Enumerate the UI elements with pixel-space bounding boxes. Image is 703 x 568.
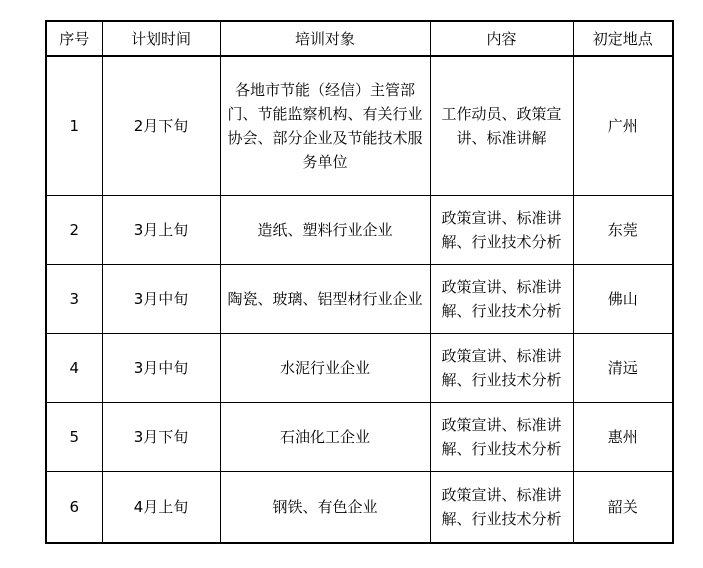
header-location: 初定地点 <box>573 21 673 56</box>
table-body <box>46 56 673 543</box>
training-schedule-table <box>45 20 674 544</box>
cell-location: 广州 <box>573 56 673 196</box>
table-row <box>46 403 673 472</box>
cell-content: 政策宣讲、标准讲解、行业技术分析 <box>430 196 573 265</box>
cell-location: 惠州 <box>573 403 673 472</box>
cell-content: 政策宣讲、标准讲解、行业技术分析 <box>430 334 573 403</box>
cell-content: 政策宣讲、标准讲解、行业技术分析 <box>430 472 573 544</box>
cell-serial-number: 5 <box>46 403 102 472</box>
cell-training-target: 钢铁、有色企业 <box>220 472 430 544</box>
cell-serial-number: 4 <box>46 334 102 403</box>
cell-location: 东莞 <box>573 196 673 265</box>
header-content: 内容 <box>430 21 573 56</box>
cell-training-target: 各地市节能（经信）主管部门、节能监察机构、有关行业协会、部分企业及节能技术服务单位 <box>220 56 430 196</box>
cell-training-target: 水泥行业企业 <box>220 334 430 403</box>
cell-training-target: 石油化工企业 <box>220 403 430 472</box>
cell-planned-time: 3月下旬 <box>102 403 220 472</box>
cell-planned-time: 3月中旬 <box>102 334 220 403</box>
cell-serial-number: 1 <box>46 56 102 196</box>
table-row <box>46 472 673 544</box>
cell-planned-time: 3月上旬 <box>102 196 220 265</box>
table-row <box>46 334 673 403</box>
cell-training-target: 陶瓷、玻璃、铝型材行业企业 <box>220 265 430 334</box>
table-header <box>46 21 673 56</box>
cell-planned-time: 4月上旬 <box>102 472 220 544</box>
header-row <box>46 21 673 56</box>
cell-location: 佛山 <box>573 265 673 334</box>
cell-location: 清远 <box>573 334 673 403</box>
header-serial-number: 序号 <box>46 21 102 56</box>
cell-content: 政策宣讲、标准讲解、行业技术分析 <box>430 265 573 334</box>
cell-planned-time: 3月中旬 <box>102 265 220 334</box>
cell-serial-number: 6 <box>46 472 102 544</box>
cell-location: 韶关 <box>573 472 673 544</box>
table-row <box>46 56 673 196</box>
cell-planned-time: 2月下旬 <box>102 56 220 196</box>
cell-content: 政策宣讲、标准讲解、行业技术分析 <box>430 403 573 472</box>
cell-content: 工作动员、政策宣讲、标准讲解 <box>430 56 573 196</box>
table-row <box>46 196 673 265</box>
cell-serial-number: 3 <box>46 265 102 334</box>
cell-training-target: 造纸、塑料行业企业 <box>220 196 430 265</box>
table-row <box>46 265 673 334</box>
header-training-target: 培训对象 <box>220 21 430 56</box>
header-planned-time: 计划时间 <box>102 21 220 56</box>
cell-serial-number: 2 <box>46 196 102 265</box>
